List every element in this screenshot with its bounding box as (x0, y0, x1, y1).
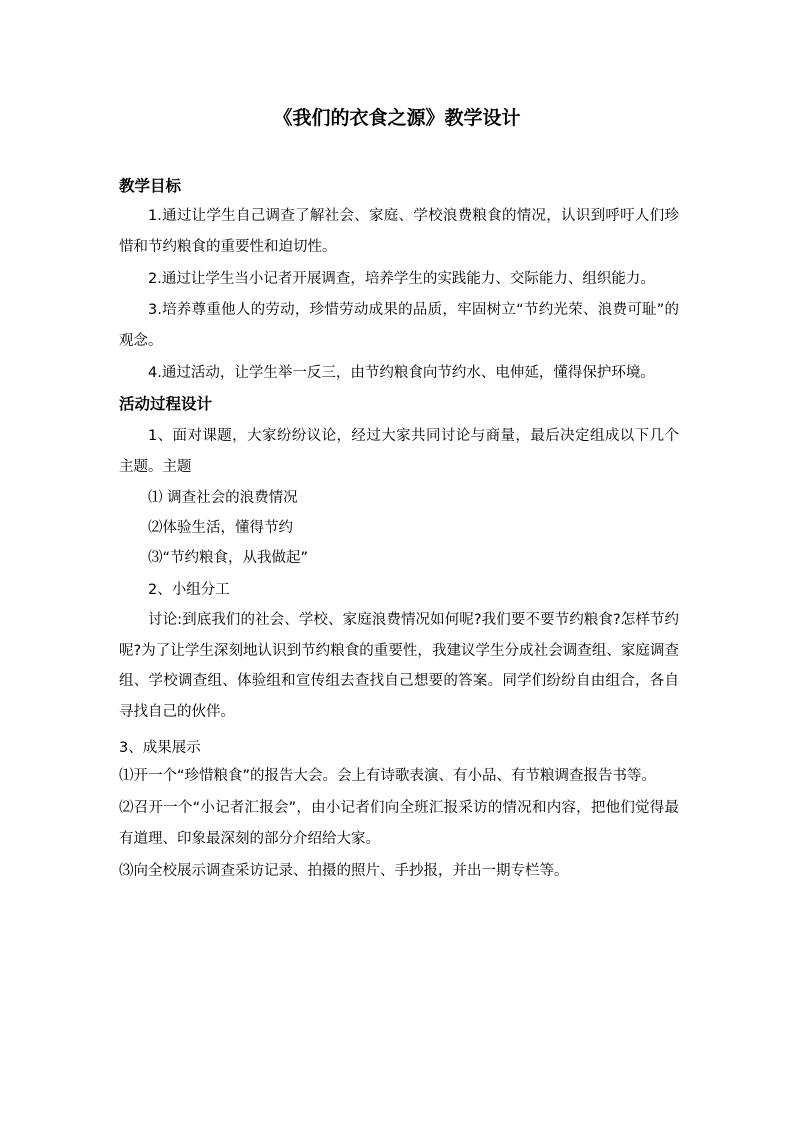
theme-item-2: ⑵体验生活，懂得节约 (148, 520, 293, 536)
result-item-1: ⑴开一个“珍惜粮食”的报告大会。会上有诗歌表演、有小品、有节粮调查报告书等。 (119, 768, 657, 784)
document-title: 《我们的衣食之源》教学设计 (273, 107, 521, 129)
goal-item-1: 1.通过让学生自己调查了解社会、家庭、学校浪费粮食的情况，认识到呼吁人们珍惜和节约粮食的重要性和迫切性。 (119, 208, 679, 255)
goal-item-3: 3.培养尊重他人的劳动，珍惜劳动成果的品质，牢固树立“节约光荣、浪费可耻”的观念。 (119, 302, 679, 349)
theme-item-3: ⑶“节约粮食，从我做起” (148, 550, 309, 566)
goals-heading: 教学目标 (119, 177, 182, 195)
process-heading: 活动过程设计 (119, 395, 213, 413)
discussion-paragraph: 讨论:到底我们的社会、学校、家庭浪费情况如何呢?我们要不要节约粮食?怎样节约呢?为了让学生深刻地认识到节约粮食的重要性，我建议学生分成社会调查组、家庭调查组、学校调查组、体验组和宣传组去查找自己想要的答案。同学们纷纷自由组合，各自寻找自己的伙伴。 (119, 612, 679, 720)
result-item-2: ⑵召开一个“小记者汇报会”，由小记者们向全班汇报采访的情况和内容，把他们觉得最有道理、印象最深刻的部分介绍给大家。 (119, 800, 679, 847)
theme-item-1: ⑴ 调查社会的浪费情况 (148, 490, 298, 506)
process-step-3: 3、成果展示 (119, 740, 201, 756)
goal-item-2: 2.通过让学生当小记者开展调查，培养学生的实践能力、交际能力、组织能力。 (148, 271, 655, 287)
process-step-1: 1、面对课题，大家纷纷议论，经过大家共同讨论与商量，最后决定组成以下几个主题。主题 (119, 428, 679, 475)
goal-item-4: 4.通过活动，让学生举一反三，由节约粮食向节约水、电伸延，懂得保护环境。 (148, 365, 655, 381)
result-item-3: ⑶向全校展示调查采访记录、拍摄的照片、手抄报，并出一期专栏等。 (119, 863, 569, 879)
process-step-2: 2、小组分工 (148, 582, 230, 598)
